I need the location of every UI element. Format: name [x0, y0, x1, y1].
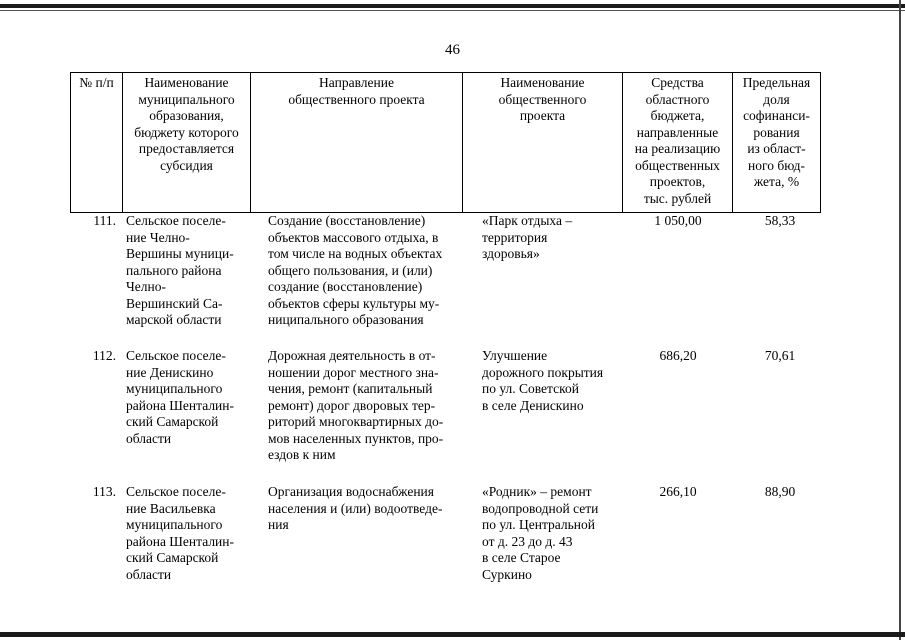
share-cell: 70,61: [764, 348, 796, 363]
text-line: пального района: [126, 262, 222, 278]
text-line: ниципального образования: [268, 312, 424, 327]
text-line: бюджета,: [650, 108, 705, 123]
text-line: проектов,: [649, 174, 706, 189]
amount-cell: 266,10: [659, 484, 697, 499]
text-line: Наименование: [144, 75, 229, 90]
text-line: направленные: [636, 124, 719, 140]
text-line: района Шенталин-: [126, 397, 234, 413]
direction-cell: [268, 484, 460, 534]
text-line: риторий многоквартирных до-: [268, 414, 444, 429]
text-line: ремонт) дорог дворовых тер-: [268, 397, 436, 413]
header-num: [71, 73, 123, 213]
text-line: Сельское поселе-: [126, 348, 226, 363]
text-line: ние Денискино: [126, 364, 214, 380]
text-line: объектов массового отдыха, в: [268, 229, 439, 245]
text-line: доля: [763, 91, 790, 107]
text-line: ние Челно-: [126, 229, 190, 245]
table-header: [70, 72, 821, 213]
municipality-cell: [126, 348, 248, 447]
text-line: в селе Старое: [482, 550, 561, 565]
text-line: ного бюд-: [748, 157, 805, 173]
text-line: дорожного покрытия: [482, 364, 604, 380]
text-line: Вершины муници-: [126, 246, 234, 261]
text-line: района Шенталин-: [126, 533, 234, 549]
text-line: «Парк отдыха –: [482, 213, 573, 228]
text-line: проекта: [519, 108, 566, 123]
share-cell: 58,33: [764, 213, 796, 228]
text-line: марской области: [126, 312, 222, 327]
project-cell: [482, 484, 622, 583]
row-number: 111.: [93, 213, 116, 228]
text-line: Улучшение: [482, 348, 548, 363]
text-line: ния: [268, 517, 289, 532]
text-line: мов населенных пунктов, про-: [268, 430, 444, 446]
direction-cell: [268, 348, 460, 464]
municipality-cell: [126, 484, 248, 583]
text-line: Сельское поселе-: [126, 213, 226, 228]
text-line: чения, ремонт (капитальный: [268, 381, 433, 396]
text-line: области: [126, 566, 172, 582]
text-line: Наименование: [500, 75, 585, 90]
text-line: в селе Денискино: [482, 397, 584, 413]
text-line: из област-: [747, 141, 806, 156]
text-line: Суркино: [482, 566, 532, 582]
text-line: субсидия: [160, 157, 213, 173]
text-line: создание (восстановление): [268, 279, 423, 294]
project-cell: [482, 213, 622, 263]
row-number: 113.: [92, 484, 116, 499]
text-line: образования,: [149, 108, 224, 123]
page-number: 46: [445, 42, 460, 58]
text-line: общественного проекта: [288, 91, 425, 107]
text-line: № п/п: [79, 75, 114, 90]
header-amount: [623, 73, 733, 213]
text-line: объектов сферы культуры му-: [268, 295, 440, 311]
amount-cell: 1 050,00: [654, 213, 702, 228]
text-line: областного: [645, 91, 710, 107]
text-line: ношении дорог местного зна-: [268, 364, 439, 380]
text-line: Организация водоснабжения: [268, 484, 434, 499]
text-line: общего пользования, и (или): [268, 262, 433, 278]
municipality-cell: [126, 213, 248, 329]
scan-border-right: [899, 0, 901, 640]
direction-cell: [268, 213, 460, 329]
text-line: муниципального: [126, 517, 223, 532]
text-line: рования: [753, 124, 800, 140]
text-line: муниципального: [126, 381, 223, 396]
text-line: здоровья»: [482, 246, 540, 261]
text-line: Направление: [319, 75, 394, 90]
share-cell: 88,90: [764, 484, 796, 499]
text-line: Сельское поселе-: [126, 484, 226, 499]
text-line: ние Васильевка: [126, 500, 216, 516]
text-line: по ул. Советской: [482, 381, 579, 396]
text-line: ский Самарской: [126, 414, 219, 429]
amount-cell: 686,20: [659, 348, 697, 363]
text-line: от д. 23 до д. 43: [482, 533, 573, 549]
text-line: территория: [482, 229, 548, 245]
text-line: Челно-: [126, 279, 166, 294]
project-cell: [482, 348, 622, 414]
scan-border-top-thin: [0, 10, 905, 11]
text-line: Дорожная деятельность в от-: [268, 348, 436, 363]
text-line: Предельная: [742, 75, 811, 90]
text-line: области: [126, 430, 172, 446]
text-line: ездов к ним: [268, 447, 336, 462]
text-line: предоставляется: [138, 141, 235, 156]
header-project: [463, 73, 623, 213]
header-municipality: [123, 73, 251, 213]
text-line: водопроводной сети: [482, 500, 599, 516]
row-number: 112.: [92, 348, 116, 363]
text-line: тыс. рублей: [643, 190, 712, 206]
text-line: Вершинский Са-: [126, 295, 223, 311]
header-direction: [251, 73, 463, 213]
text-line: ский Самарской: [126, 550, 219, 565]
text-line: бюджету которого: [134, 124, 239, 140]
text-line: Средства: [651, 75, 704, 90]
text-line: общественного: [498, 91, 587, 107]
header-share: [733, 73, 821, 213]
text-line: на реализацию: [634, 141, 721, 156]
text-line: софинанси-: [743, 108, 810, 123]
text-line: «Родник» – ремонт: [482, 484, 592, 499]
text-line: том числе на водных объектах: [268, 246, 443, 261]
text-line: общественных: [635, 157, 720, 173]
text-line: муниципального: [138, 91, 235, 107]
scan-border-top: [0, 4, 905, 8]
text-line: Создание (восстановление): [268, 213, 426, 228]
text-line: по ул. Центральной: [482, 517, 595, 532]
scan-border-bottom: [0, 632, 905, 637]
text-line: населения и (или) водоотведе-: [268, 500, 443, 516]
text-line: жета, %: [753, 174, 800, 189]
